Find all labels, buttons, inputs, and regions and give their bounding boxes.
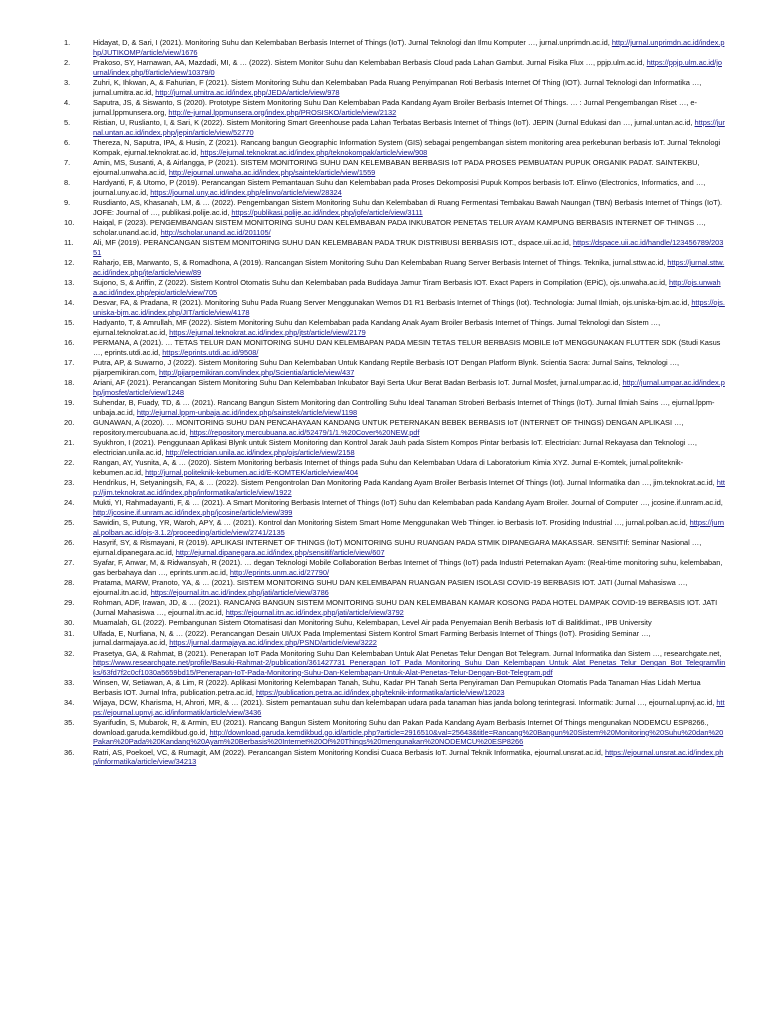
- reference-item: [64, 218, 726, 237]
- reference-text: Hardyanti, F, & Utomo, P (2019). Perancangan Sistem Pemantauan Suhu dan Kelembaban pada Proses Dekomposisi Pupuk Kompos berbasis IoT. Elinvo (Electronics, Informatics, and …, journal.uny.ac.id,: [93, 178, 706, 197]
- reference-item: [64, 118, 726, 137]
- reference-link[interactable]: http://jurnal.umpar.ac.id/index.php/jmosfet/article/view/1248: [93, 378, 725, 397]
- reference-number: 26.: [64, 538, 75, 547]
- reference-text: Ulfada, E, Nurfiana, N, & … (2022). Perancangan Desain UI/UX Pada Implementasi Sistem Kontrol Smart Farming Berbasis Internet of Things (IoT). Prosiding Seminar …, jurnal.darmajaya.ac.id,: [93, 628, 651, 647]
- reference-item: [64, 98, 726, 117]
- reference-number: 11.: [64, 238, 74, 247]
- reference-text: Haiqal, F (2023). PENGEMBANGAN SISTEM MONITORING SUHU DAN KELEMBABAN PADA INKUBATOR PENETAS TELUR AYAM KAMPUNG BERBASIS INTERNET OF THINGS …, scholar.unand.ac.id,: [93, 218, 706, 237]
- reference-link[interactable]: https://ojs.uniska-bjm.ac.id/index.php/JIT/article/view/4178: [93, 298, 725, 317]
- reference-text: Amin, MS, Susanti, A, & Airlangga, P (2021). SISTEM MONITORING SUHU DAN KELEMBABAN BERBASIS IoT PADA PROSES PEMBUATAN PUPUK ORGANIK PADAT. SAINTEKBU, ejournal.unwaha.ac.id,: [93, 158, 700, 177]
- reference-link[interactable]: https://ejournal.itn.ac.id/index.php/jati/article/view/3792: [225, 607, 404, 617]
- reference-item: [64, 398, 726, 417]
- reference-number: 6.: [64, 138, 71, 147]
- reference-text: Prasetya, GA, & Rahmat, B (2021). Penerapan IoT Pada Monitoring Suhu Dan Kelembaban Untuk Alat Penetas Telur Dengan Bot Telegram. Jurnal Informatika dan Sistem …, researchgate.net,: [93, 648, 722, 658]
- reference-number: 13.: [64, 278, 75, 287]
- reference-number: 25.: [64, 518, 75, 527]
- reference-number: 28.: [64, 578, 75, 587]
- reference-number: 18.: [64, 378, 75, 387]
- reference-item: [64, 438, 726, 457]
- reference-text: Thereza, N, Saputra, IPA, & Husin, Z (2021). Rancang bangun Geographic Information System (GIS) sebagai pengembangan sistem monitoring area perkebunan berbasis IoT. Jurnal Teknologi Kompak, ejurnal.teknokrat.ac.id,: [93, 138, 721, 157]
- reference-item: [64, 78, 726, 97]
- reference-text: Suhendar, B, Fuady, TD, & … (2021). Rancang Bangun Sistem Monitoring dan Controlling Suhu Ideal Tanaman Stroberi Berbasis Internet of Things (IoT). Jurnal Ilmiah Sains …, ejurnal.lppm-unbaja.ac.id,: [93, 398, 715, 417]
- reference-link[interactable]: http://electrician.unila.ac.id/index.php/ojs/article/view/2158: [165, 447, 355, 457]
- reference-text: Ristian, U, Ruslianto, I, & Sari, K (2022). Sistem Monitoring Smart Greenhouse pada Lahan Terbatas Berbasis Internet of Things (IoT). JEPIN (Jurnal Edukasi dan …, jurnal.untan.ac.id,: [93, 118, 693, 127]
- reference-item: [64, 698, 726, 717]
- reference-text: Zuhri, K, Ihkwan, A, & Fahurian, F (2021). Sistem Monitoring Suhu dan Kelembaban Pada Ruang Penyimpanan Roti Berbasis Internet Of Thing (IOT). Jurnal Teknologi dan Informatika …, jurnal.umitra.ac.id,: [93, 78, 702, 97]
- reference-text: Saputra, JS, & Siswanto, S (2020). Prototype Sistem Monitoring Suhu Dan Kelembaban Pada Kandang Ayam Broiler Berbasis Internet Of Things. … : Jurnal Pengembangan Riset …, e-jurnal.lppmunsera.org,: [93, 98, 697, 117]
- reference-link[interactable]: http://download.garuda.kemdikbud.go.id/article.php?article=2916510&val=25643&title=Rancang%20Bangun%20Sistem%20Monitoring%20Suhu%20dan%20Pakan%20Pada%20Kandang%20Ayam%20Berbasis%20Internet%20Of%20Things%20mengunakan%20NODEMCU%20ESP8266: [93, 727, 724, 746]
- reference-item: [64, 518, 726, 537]
- reference-link[interactable]: http://ejurnal.dipanegara.ac.id/index.php/sensitif/article/view/607: [175, 547, 385, 557]
- reference-text: Rusdianto, AS, Khasanah, LM, & … (2022). Pengembangan Sistem Monitoring Suhu dan Kelembaban di Ruang Fermentasi Tembakau Bawah Naungan (TBN) Berbasis Internet of Things (IoT). JOFE: Journal of …, publikasi.polije.ac.id,: [93, 198, 723, 217]
- reference-number: 5.: [64, 118, 71, 127]
- reference-item: [64, 58, 726, 77]
- reference-text: Ali, MF (2019). PERANCANGAN SISTEM MONITORING SUHU DAN KELEMBABAN PADA TRUK DISTRIBUSI BERBASIS IOT., dspace.uii.ac.id,: [93, 238, 571, 247]
- reference-text: Hidayat, D, & Sari, I (2021). Monitoring Suhu dan Kelembaban Berbasis Internet of Things (IoT). Jurnal Teknologi dan Ilmu Komputer …, jurnal.unprimdn.ac.id,: [93, 38, 610, 47]
- reference-item: [64, 238, 726, 257]
- reference-link[interactable]: https://jurnal.sttw.ac.id/index.php/jte/article/view/89: [93, 258, 725, 277]
- reference-text: Syafar, F, Anwar, M, & Ridwansyah, R (2021). … degan Teknologi Mobile Collaboration Berbas Internet of Things (IoT) pada Industri Peternakan Ayam: (Real-time monitoring suhu, kelembaban, gas berbahaya dan …, eprints.unm.ac.id,: [93, 558, 723, 577]
- reference-number: 27.: [64, 558, 75, 567]
- reference-item: [64, 718, 726, 747]
- reference-item: [64, 498, 726, 517]
- reference-link[interactable]: https://journal.uny.ac.id/index.php/elinvo/article/view/28324: [150, 187, 342, 197]
- reference-text: Desvar, FA, & Pradana, R (2021). Monitoring Suhu Pada Ruang Server Menggunakan Wemos D1 R1 Berbasis Internet of Things (Iot). Technologia: Jurnal Ilmiah, ojs.uniska-bjm.ac.id,: [93, 298, 690, 307]
- reference-link[interactable]: https://ejurnal.teknokrat.ac.id/index.php/jtst/article/view/2179: [169, 327, 366, 337]
- reference-item: [64, 418, 726, 437]
- reference-number: 35.: [64, 718, 75, 727]
- reference-number: 32.: [64, 648, 75, 658]
- reference-number: 34.: [64, 698, 75, 707]
- reference-text: Hadyanto, T, & Amrullah, MF (2022). Sistem Monitoring Suhu dan Kelembaban pada Kandang Anak Ayam Broiler Berbasis Internet of Things. Jurnal Teknologi dan Sistem …, ejurnal.teknokrat.ac.id,: [93, 318, 661, 337]
- reference-item: [64, 258, 726, 277]
- reference-item: [64, 748, 726, 767]
- reference-link[interactable]: https://ejournal.unsrat.ac.id/index.php/informatika/article/view/34213: [93, 747, 724, 766]
- reference-number: 10.: [64, 218, 75, 227]
- reference-number: 36.: [64, 747, 75, 757]
- reference-link[interactable]: https://repository.mercubuana.ac.id/52479/1/1.%20Cover%20NEW.pdf: [189, 427, 420, 437]
- reference-link[interactable]: https://eprints.utdi.ac.id/9508/: [162, 347, 259, 357]
- reference-text: Rangan, AY, Yusnita, A, & … (2020). Sistem Monitoring berbasis Internet of things pada Suhu dan Kelembaban Udara di Laboratorium Kimia XYZ. Jurnal E-Komtek, jurnal.politeknik-kebumen.ac.id,: [93, 458, 684, 477]
- reference-item: [64, 478, 726, 497]
- reference-item: [64, 629, 726, 648]
- reference-item: [64, 378, 726, 397]
- reference-link[interactable]: https://ejournal.itn.ac.id/index.php/jati/article/view/3786: [150, 587, 329, 597]
- reference-text: Hasyrif, SY, & Rismayani, R (2019). APLIKASI INTERNET OF THINGS (IoT) MONITORING SUHU RUANGAN PADA STMIK DIPANEGARA MAKASSAR. SENSITIf: Seminar Nasional …, ejurnal.dipanegara.ac.id,: [93, 538, 702, 557]
- reference-text: Syukhron, I (2021). Penggunaan Aplikasi Blynk untuk Sistem Monitoring dan Kontrol Jarak Jauh pada Sistem Kompos Pintar berbasis IoT. Electrician: Jurnal Rekayasa dan Teknologi …, electrician.unila.ac.id,: [93, 438, 697, 457]
- reference-link[interactable]: http://scholar.unand.ac.id/201105/: [160, 227, 271, 237]
- reference-item: [64, 198, 726, 217]
- reference-text: PERMANA, A (2021). … TETAS TELUR DAN MONITORING SUHU DAN KELEMBAPAN PADA MESIN TETAS TELUR BERBASIS MOBILE IoT MENGGUNAKAN FLUTTER SDK (Studi Kasus …, eprints.utdi.ac.id,: [93, 338, 721, 357]
- reference-item: [64, 358, 726, 377]
- reference-text: Ariani, AF (2021). Perancangan Sistem Monitoring Suhu Dan Kelembaban Inkubator Bayi Serta Ukur Berat Badan Berbasis IoT. Jurnal Mosfet, jurnal.umpar.ac.id,: [93, 378, 621, 387]
- reference-item: [64, 538, 726, 557]
- reference-number: 24.: [64, 498, 75, 507]
- reference-link[interactable]: http://jcosine.if.unram.ac.id/index.php/jcosine/article/view/399: [93, 507, 293, 517]
- reference-number: 4.: [64, 98, 71, 107]
- reference-link[interactable]: https://jurnal.darmajaya.ac.id/index.php/PSND/article/view/3222: [169, 638, 377, 647]
- reference-list: [64, 38, 726, 768]
- reference-item: [64, 278, 726, 297]
- reference-text: Syarifudin, S, Mubarok, R, & Armin, EU (2021). Rancang Bangun Sistem Monitoring Suhu dan Pakan Pada Kandang Ayam Berbasis Internet Of Things mengunakan NODEMCU ESP8266., download.garuda.kemdikbud.go.id,: [93, 718, 709, 737]
- reference-number: 14.: [64, 298, 75, 307]
- reference-item: [64, 649, 726, 678]
- reference-text: Wijaya, DCW, Kharisma, H, Ahrori, MR, & … (2021). Sistem pemantauan suhu dan kelembapan udara pada tanaman hias janda bolong terintegrasi. Informatik: Jurnal …, ejournal.upnvj.ac.id,: [93, 698, 715, 707]
- reference-link[interactable]: http://eprints.unm.ac.id/27790/: [229, 567, 330, 577]
- reference-number: 17.: [64, 358, 75, 367]
- reference-link[interactable]: https://dspace.uii.ac.id/handle/123456789/20351: [93, 238, 724, 257]
- reference-link[interactable]: http://jurnal.politeknik-kebumen.ac.id/E-KOMTEK/article/view/404: [145, 467, 359, 477]
- reference-item: [64, 298, 726, 317]
- reference-text: Rohman, ADF, Irawan, JD, & … (2021). RANCANG BANGUN SISTEM MONITORING SUHU DAN KELEMBABAN KAMAR KOSONG PADA HOTEL DAMPAK COVID-19 BERBASIS IOT. JATI (Jurnal Mahasiswa …, ejournal.itn.ac.id,: [93, 598, 718, 617]
- reference-number: 8.: [64, 178, 71, 187]
- reference-number: 12.: [64, 258, 75, 267]
- reference-link[interactable]: http://jurnal.unprimdn.ac.id/index.php/JUTIKOMP/article/view/1676: [93, 38, 725, 57]
- reference-number: 30.: [64, 618, 75, 627]
- reference-number: 29.: [64, 598, 75, 607]
- reference-link[interactable]: https://ejournal.upnvj.ac.id/informatik/article/view/3436: [93, 698, 725, 717]
- reference-text: GUNAWAN, A (2020). … MONITORING SUHU DAN PENCAHAYAAN KANDANG UNTUK PETERNAKAN BEBEK BERBASIS IoT (INTERNET OF THINGS) DENGAN APLIKASI …, repository.mercubuana.ac.id,: [93, 418, 684, 437]
- reference-text: Winsen, W, Setiawan, A, & Lim, R (2022). Aplikasi Monitoring Kelembapan Tanah, Suhu, Kadar PH Tanah Serta Penyiraman Dan Pemupukan Otomatis Pada Tanaman Hias Lidah Mertua Berbasis IOT. Jurnal Infra, publication.petra.ac.id,: [93, 678, 701, 697]
- reference-item: [64, 458, 726, 477]
- reference-item: [64, 38, 726, 57]
- reference-item: [64, 558, 726, 577]
- reference-link[interactable]: http://ojs.unwaha.ac.id/index.php/epic/article/view/705: [93, 278, 721, 297]
- reference-link[interactable]: https://ejurnal.teknokrat.ac.id/index.php/teknokompak/article/view/908: [200, 147, 428, 157]
- reference-text: Mukti, YI, Rahmadayanti, F, & … (2021). A Smart Monitoring Berbasis Internet of Things (IoT) Suhu dan Kelembaban pada Kandang Ayam Broiler. Journal of Computer …, jcosine.if.unram.ac.id,: [93, 498, 723, 507]
- reference-item: [64, 158, 726, 177]
- reference-number: 23.: [64, 478, 75, 487]
- reference-link[interactable]: http://pijarpemikiran.com/index.php/Scientia/article/view/437: [158, 367, 355, 377]
- reference-number: 16.: [64, 338, 75, 347]
- reference-text: Pratama, MARW, Pranoto, YA, & … (2021). SISTEM MONITORING SUHU DAN KELEMBAPAN RUANGAN PASIEN ISOLASI COVID-19 BERBASIS IOT. JATI (Jurnal Mahasiswa …, ejournal.itn.ac.id,: [93, 578, 688, 597]
- reference-link[interactable]: http://e-jurnal.lppmunsera.org/index.php/PROSISKO/article/view/2132: [168, 107, 397, 117]
- reference-number: 22.: [64, 458, 75, 467]
- reference-item: [64, 618, 726, 628]
- reference-item: [64, 338, 726, 357]
- reference-number: 31.: [64, 628, 75, 638]
- reference-item: [64, 178, 726, 197]
- reference-number: 3.: [64, 78, 71, 87]
- reference-number: 7.: [64, 158, 71, 167]
- reference-link[interactable]: http://jim.teknokrat.ac.id/index.php/informatika/article/view/1922: [93, 478, 725, 497]
- reference-item: [64, 578, 726, 597]
- reference-text: Raharjo, EB, Marwanto, S, & Romadhona, A (2019). Rancangan Sistem Monitoring Suhu Dan Kelembaban Ruang Server Berbasis Internet of Things. Teknika, jurnal.sttw.ac.id,: [93, 258, 666, 267]
- reference-number: 1.: [64, 38, 71, 47]
- reference-link[interactable]: https://www.researchgate.net/profile/Basuki-Rahmat-2/publication/361427731_Penerapan_IoT_Pada_Monitoring_Suhu_Dan_Kelembapan_Untuk_Alat_Penetas_Telur_Dengan_Bot_Telegram/links/63fd7f2c0cf1030a5659bd15/Penerapan-IoT-Pada-Monitoring-Suhu-Dan-Kelembapan-Untuk-Alat-Penetas-Telur-Dengan-Bot-Telegram.pdf: [93, 658, 726, 677]
- reference-link[interactable]: https://publikasi.polije.ac.id/index.php/jofe/article/view/3111: [231, 207, 423, 217]
- reference-text: Ratri, AS, Poekoel, VC, & Rumagit, AM (2022). Perancangan Sistem Monitoring Kondisi Cuaca Berbasis IoT. Jurnal Teknik Informatika, ejournal.unsrat.ac.id,: [93, 747, 603, 757]
- reference-text: Muamalah, GL (2022). Pembangunan Sistem Otomatisasi dan Monitoring Suhu, Kelembapan, Level Air pada Penyemaian Benih Berbasis IoT di Balitklimat., IPB University: [93, 618, 652, 627]
- reference-link[interactable]: http://ejurnal.lppm-unbaja.ac.id/index.php/sainstek/article/view/1198: [136, 407, 358, 417]
- reference-link[interactable]: https://ppjp.ulm.ac.id/journal/index.php/f/article/view/10379/0: [93, 58, 722, 77]
- reference-text: Putra, AP, & Suwarno, J (2022). Sistem Monitoring Suhu Dan Kelembaban Untuk Kandang Reptile Berbasis IOT Dengan Platform Blynk. Scientia Sacra: Jurnal Sains, Teknologi …, pijarpemikiran.com,: [93, 358, 680, 377]
- reference-number: 9.: [64, 198, 71, 207]
- reference-link[interactable]: https://jurnal.untan.ac.id/index.php/jepin/article/view/52770: [93, 118, 725, 137]
- reference-number: 33.: [64, 678, 75, 687]
- reference-number: 2.: [64, 58, 71, 67]
- reference-number: 19.: [64, 398, 75, 407]
- reference-link[interactable]: https://jurnal.polban.ac.id/ojs-3.1.2/proceeding/article/view/2741/2135: [93, 518, 725, 537]
- reference-text: Prakoso, SY, Harnawan, AA, Mazdadi, MI, & … (2022). Sistem Monitor Suhu dan Kelembaban Berbasis Cloud pada Lahan Gambut. Jurnal Fisika Flux …, ppjp.ulm.ac.id,: [93, 58, 645, 67]
- reference-link[interactable]: http://ejournal.unwaha.ac.id/index.php/saintek/article/view/1559: [168, 167, 376, 177]
- reference-item: [64, 318, 726, 337]
- reference-number: 21.: [64, 438, 75, 447]
- reference-link[interactable]: http://jurnal.umitra.ac.id/index.php/JEDA/article/view/978: [155, 87, 340, 97]
- reference-item: [64, 598, 726, 617]
- reference-item: [64, 138, 726, 157]
- reference-link[interactable]: https://publication.petra.ac.id/index.php/teknik-informatika/article/view/12023: [255, 687, 505, 697]
- reference-number: 20.: [64, 418, 75, 427]
- reference-number: 15.: [64, 318, 75, 327]
- reference-text: Hendrikus, H, Setyaningsih, FA, & … (2022). Sistem Pengontrolan Dan Monitoring Pada Kandang Ayam Broiler Berbasis Internet Of Things (Iot). Jurnal Informatika dan …, jim.teknokrat.ac.id,: [93, 478, 715, 487]
- reference-item: [64, 678, 726, 697]
- reference-text: Sawidin, S, Putung, YR, Waroh, APY, & … (2021). Kontrol dan Monitoring Sistem Smart Home Menggunakan Web Thinger. io Berbasis IoT. Prosiding Industrial …, jurnal.polban.ac.id,: [93, 518, 688, 527]
- reference-text: Sujono, S, & Ariffin, Z (2022). Sistem Kontrol Otomatis Suhu dan Kelembaban pada Budidaya Jamur Tiram Berbasis IOT. Exact Papers in Compilation (EPiC), ojs.unwaha.ac.id,: [93, 278, 667, 287]
